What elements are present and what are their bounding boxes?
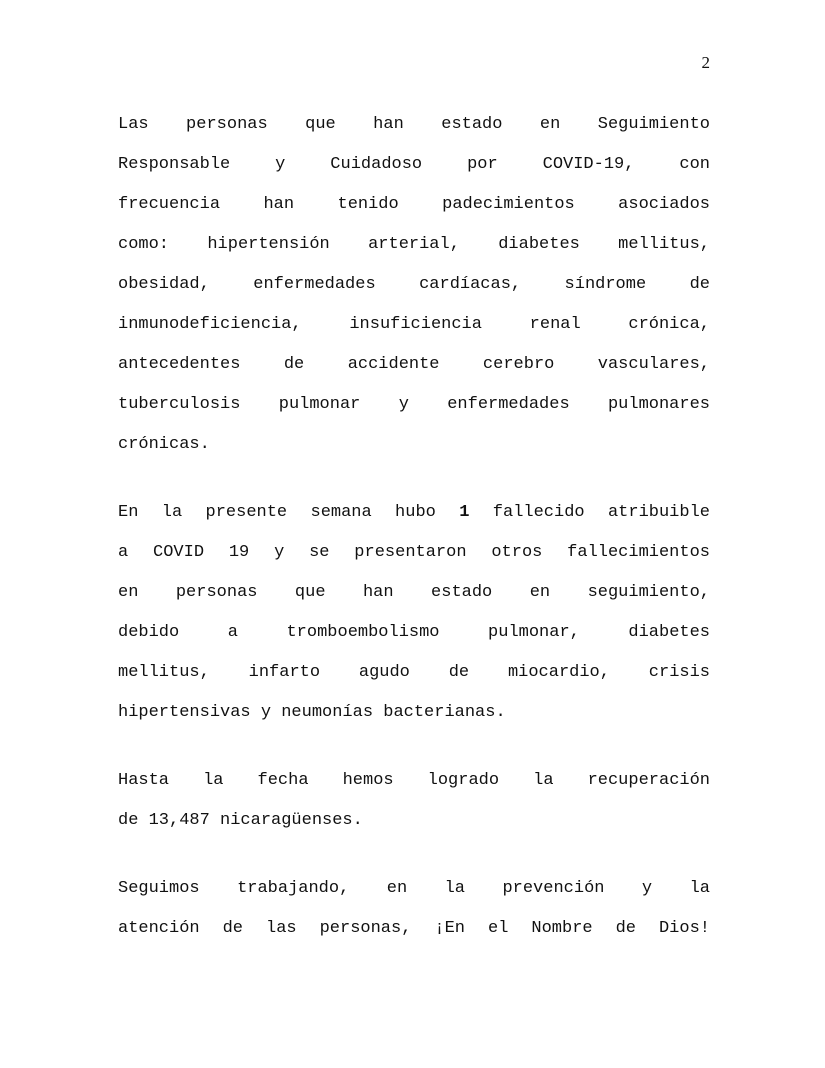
page-number: 2 bbox=[701, 53, 710, 72]
text-line bbox=[118, 225, 710, 265]
text-line bbox=[118, 761, 710, 801]
paragraph bbox=[118, 493, 710, 733]
text-line bbox=[118, 909, 710, 949]
text-line bbox=[118, 801, 710, 841]
text-line bbox=[118, 493, 710, 533]
text-segment: debido a tromboembolismo pulmonar, diabetes bbox=[118, 623, 710, 642]
text-segment: fallecido atribuible bbox=[469, 503, 710, 522]
text-segment: Seguimos trabajando, en la prevención y la bbox=[118, 879, 710, 898]
text-segment: hipertensivas y neumonías bacterianas. bbox=[118, 703, 506, 722]
text-line bbox=[118, 185, 710, 225]
text-segment: como: hipertensión arterial, diabetes mellitus, bbox=[118, 235, 710, 254]
text-segment: inmunodeficiencia, insuficiencia renal crónica, bbox=[118, 315, 710, 334]
text-line bbox=[118, 265, 710, 305]
text-segment: obesidad, enfermedades cardíacas, síndrome de bbox=[118, 275, 710, 294]
text-segment: En la presente semana hubo bbox=[118, 503, 460, 522]
bold-text-segment: 1 bbox=[459, 503, 470, 522]
text-line bbox=[118, 425, 710, 465]
text-segment: frecuencia han tenido padecimientos asociados bbox=[118, 195, 710, 214]
text-line bbox=[118, 385, 710, 425]
text-segment: Las personas que han estado en Seguimiento bbox=[118, 115, 710, 134]
text-segment: Hasta la fecha hemos logrado la recuperación bbox=[118, 771, 710, 790]
text-line bbox=[118, 869, 710, 909]
text-line bbox=[118, 613, 710, 653]
text-line bbox=[118, 533, 710, 573]
text-segment: Responsable y Cuidadoso por COVID-19, con bbox=[118, 155, 710, 174]
text-segment: antecedentes de accidente cerebro vasculares, bbox=[118, 355, 710, 374]
text-segment: atención de las personas, ¡En el Nombre de Dios! bbox=[118, 919, 710, 938]
text-segment: tuberculosis pulmonar y enfermedades pulmonares bbox=[118, 395, 710, 414]
text-segment: crónicas. bbox=[118, 435, 210, 454]
text-line bbox=[118, 105, 710, 145]
document-body bbox=[118, 105, 710, 977]
text-segment: de 13,487 nicaragüenses. bbox=[118, 811, 363, 830]
paragraph bbox=[118, 761, 710, 841]
text-line bbox=[118, 573, 710, 613]
text-line bbox=[118, 305, 710, 345]
paragraph bbox=[118, 105, 710, 465]
text-line bbox=[118, 145, 710, 185]
text-line bbox=[118, 345, 710, 385]
text-segment: mellitus, infarto agudo de miocardio, crisis bbox=[118, 663, 710, 682]
text-line bbox=[118, 653, 710, 693]
text-segment: a COVID 19 y se presentaron otros fallecimientos bbox=[118, 543, 710, 562]
paragraph bbox=[118, 869, 710, 949]
text-line bbox=[118, 693, 710, 733]
text-segment: en personas que han estado en seguimiento, bbox=[118, 583, 710, 602]
